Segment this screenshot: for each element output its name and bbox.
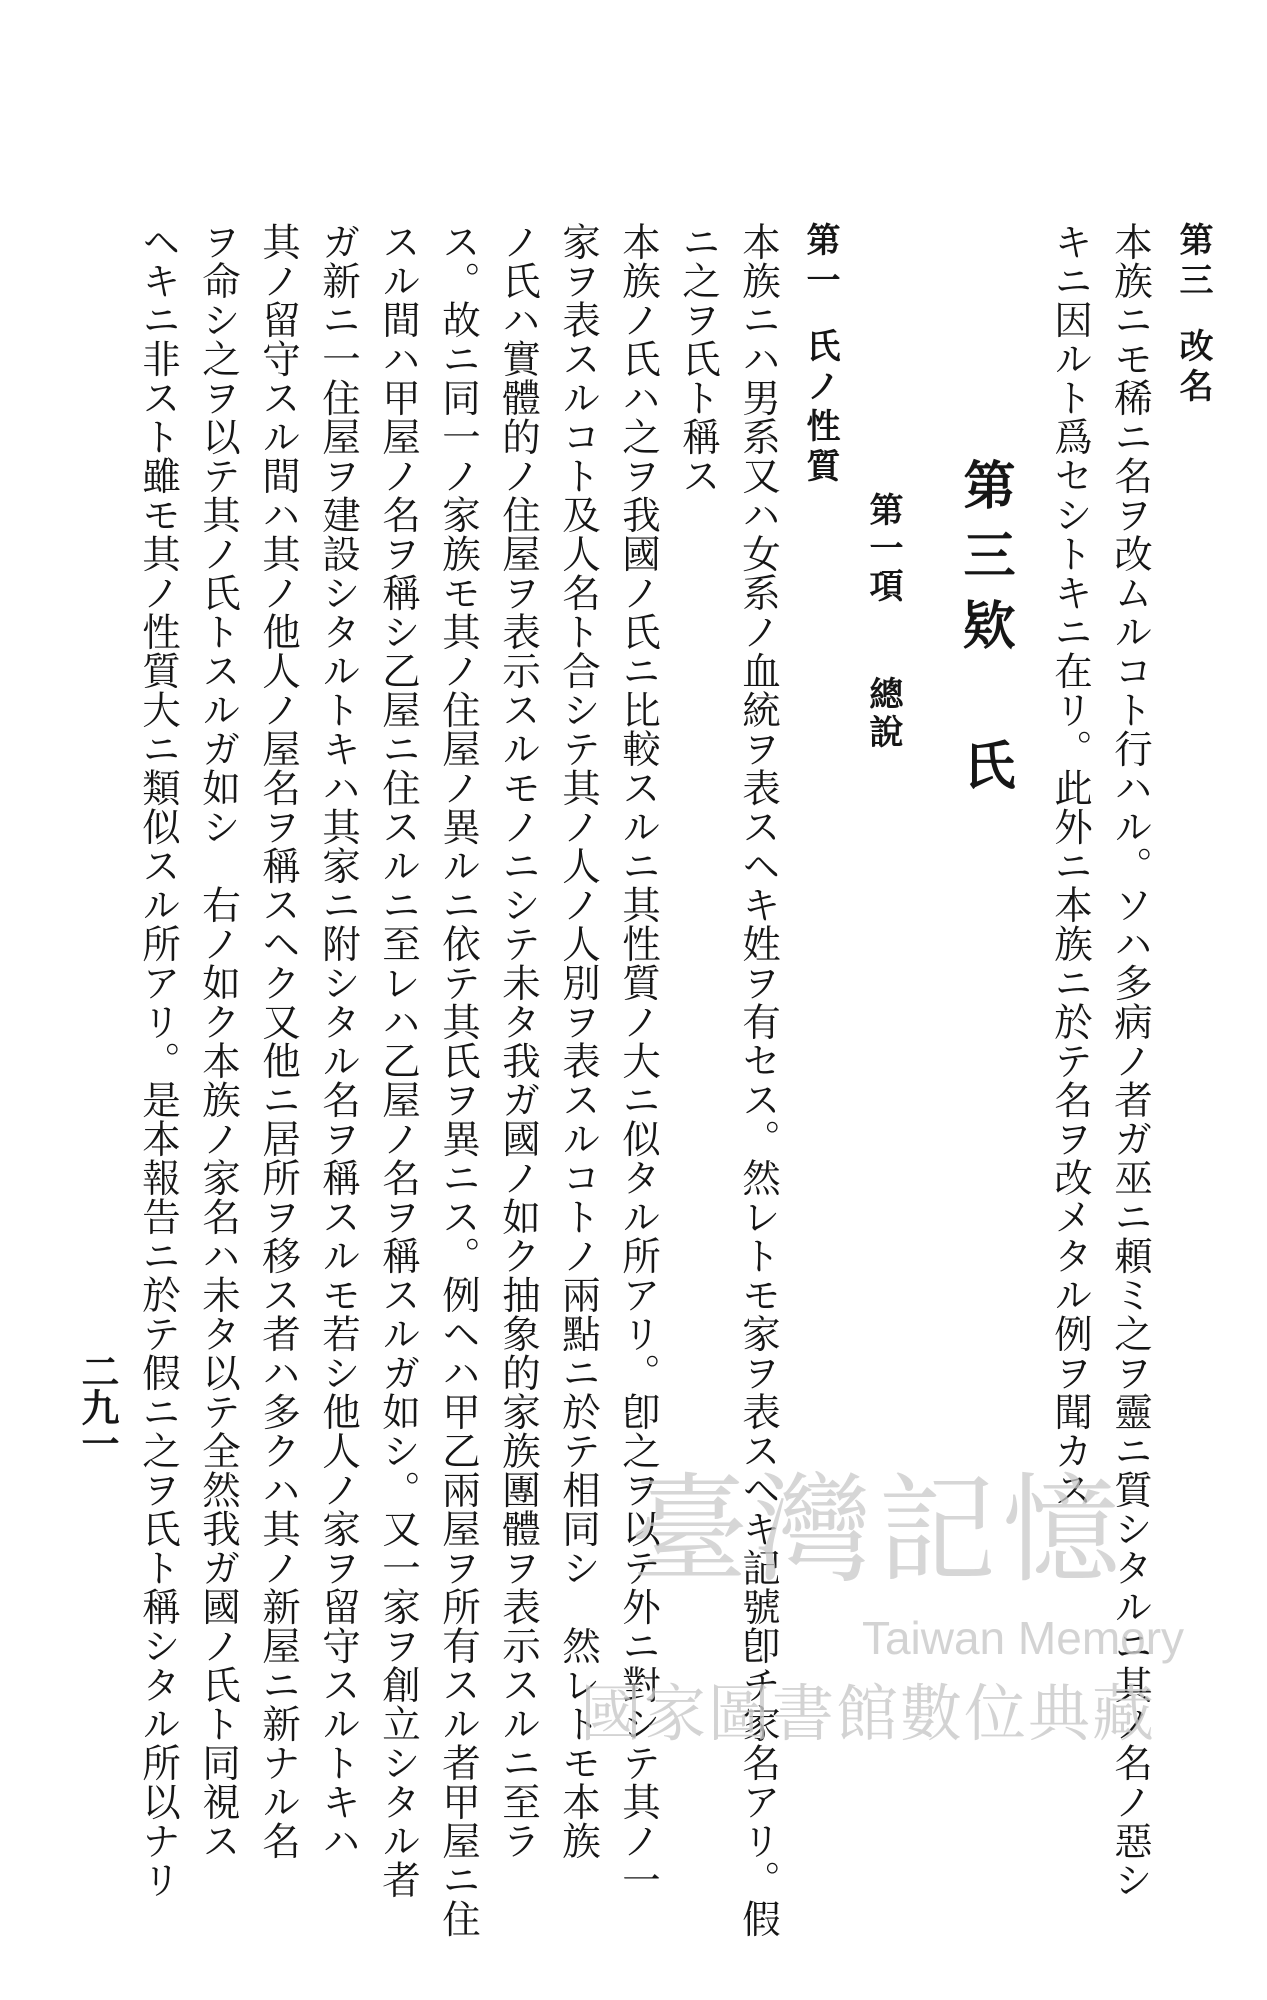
section-line-1: 本族ニモ稀ニ名ヲ改ムルコト行ハル。ソハ多病ノ者ガ巫ニ頼ミ之ヲ靈ニ質シタルニ其ノ名ノ惡シ	[1108, 222, 1153, 1899]
section-heading	[1168, 222, 1218, 408]
body-line-11: ヘキニ非スト雖モ其ノ性質大ニ類似スル所アリ。是本報告ニ於テ假ニ之ヲ氏ト稱シタル所以ナリ	[136, 222, 181, 1899]
subsection-heading	[795, 222, 845, 488]
body-line-7: スル間ハ甲屋ノ名ヲ稱シ乙屋ニ住スルニ至レハ乙屋ノ名ヲ稱スルガ如シ。又一家ヲ創立シタル者	[376, 222, 421, 1899]
body-line-8: ガ新ニ一住屋ヲ建設シタルトキハ其家ニ附シタル名ヲ稱スルモ若シ他人ノ家ヲ留守スルトキハ	[316, 222, 361, 1860]
body-line-9: 其ノ留守スル間ハ其ノ他人ノ屋名ヲ稱スヘク又他ニ居所ヲ移ス者ハ多クハ其ノ新屋ニ新ナル名	[256, 222, 301, 1860]
watermark-english: Taiwan Memory	[861, 1612, 1185, 1664]
page-number: 二九一	[75, 1352, 119, 1460]
section-heading-title: 改名	[1173, 328, 1213, 408]
watermark-library: 國家圖書館數位典藏	[579, 1677, 1156, 1750]
body-line-5: ノ氏ハ實體的ノ住屋ヲ表示スルモノニシテ未タ我ガ國ノ如ク抽象的家族團體ヲ表示スルニ至ラ	[496, 222, 541, 1860]
subsection-heading-title: 氏ノ性質	[800, 328, 840, 488]
section-heading-number: 第三	[1173, 222, 1213, 302]
body-line-10: ヲ命シ之ヲ以テ其ノ氏トスルガ如シ 右ノ如ク本族ノ家名ハ未タ以テ全然我ガ國ノ氏ト同視ス	[196, 222, 241, 1860]
item-heading-title: 總說	[863, 676, 903, 752]
watermark-logo: 臺灣記憶	[629, 1461, 1126, 1599]
chapter-heading: 第三欵 氏	[954, 458, 1014, 808]
body-line-6: ス。故ニ同一ノ家族モ其ノ住屋ノ異ルニ依テ其氏ヲ異ニス。例ヘハ甲乙兩屋ヲ所有スル者甲屋ニ住	[436, 222, 481, 1938]
item-heading	[858, 492, 908, 752]
section-line-2: キニ因ルト爲セシトキニ在リ。此外ニ本族ニ於テ名ヲ改メタル例ヲ聞カス	[1048, 222, 1093, 1509]
body-line-2: ニ之ヲ氏ト稱ス	[676, 222, 721, 495]
item-heading-number: 第一項	[863, 492, 903, 606]
body-line-1: 本族ニハ男系又ハ女系ノ血統ヲ表スヘキ姓ヲ有セス。然レトモ家ヲ表スヘキ記號卽チ家名アリ。假	[736, 222, 781, 1938]
body-line-4: 家ヲ表スルコト及人名ト合シテ其ノ人ノ人別ヲ表スルコトノ兩點ニ於テ相同シ 然レトモ本族	[556, 222, 601, 1860]
subsection-heading-number: 第一	[800, 222, 840, 302]
body-line-3: 本族ノ氏ハ之ヲ我國ノ氏ニ比較スルニ其性質ノ大ニ似タル所アリ。卽之ヲ以テ外ニ對シテ其ノ一	[616, 222, 661, 1899]
